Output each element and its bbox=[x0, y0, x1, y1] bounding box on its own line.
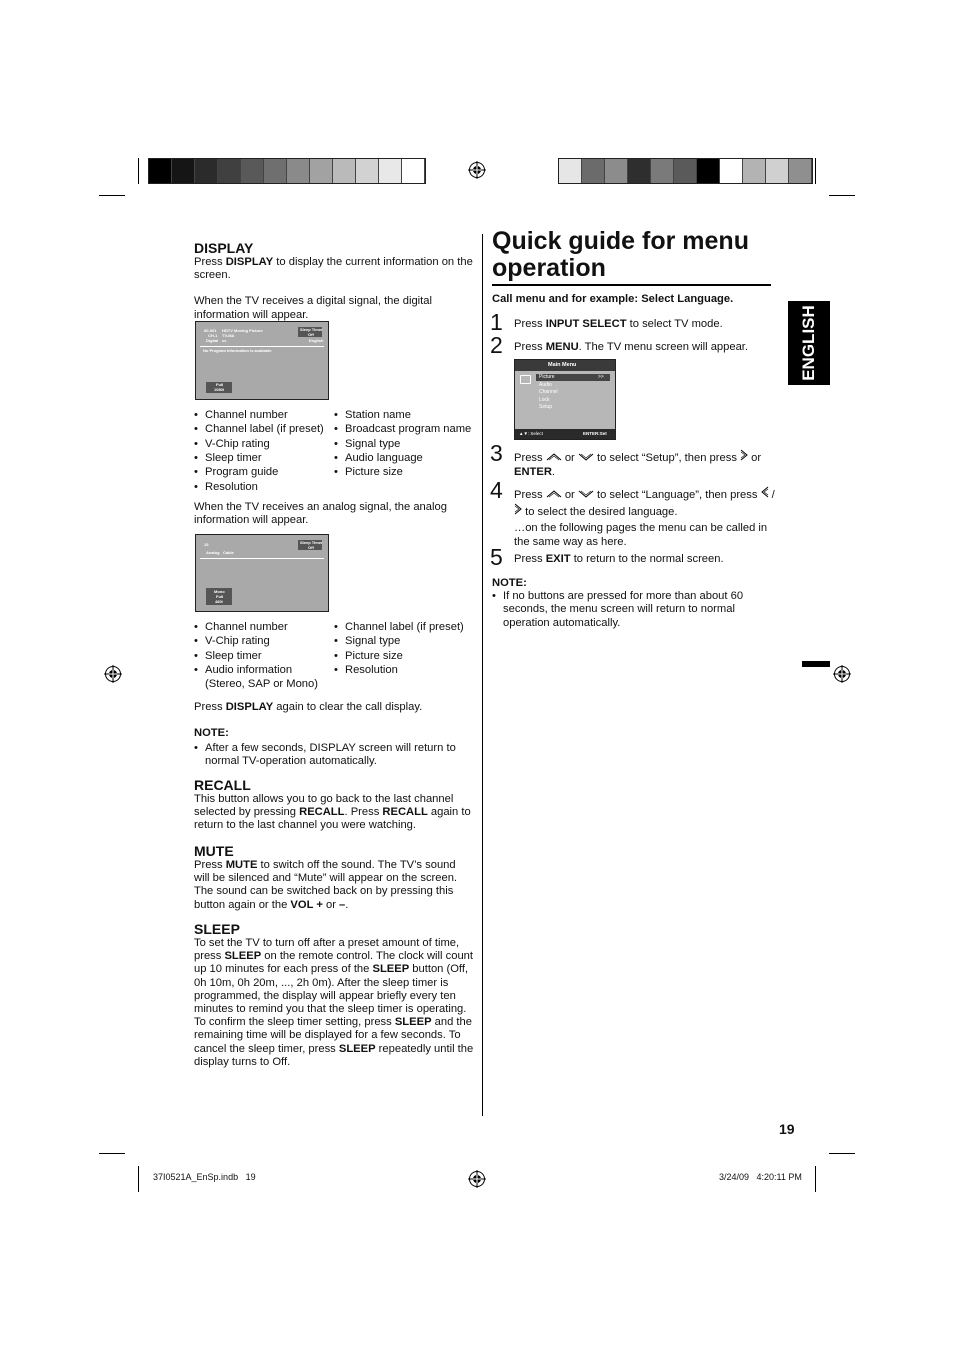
color-bar-right bbox=[558, 158, 813, 184]
list-item: • Signal type bbox=[345, 634, 400, 648]
analog-list-extra: (Stereo, SAP or Mono) bbox=[205, 678, 318, 690]
list-item: • Picture size bbox=[345, 465, 403, 479]
menu-item[interactable]: Setup bbox=[539, 404, 553, 410]
list-item: • Station name bbox=[345, 408, 411, 422]
color-patch bbox=[356, 159, 379, 183]
color-patch bbox=[605, 159, 628, 183]
crop-mark bbox=[99, 1153, 125, 1154]
display-analog-intro: When the TV receives an analog signal, the analog information will appear. bbox=[194, 501, 447, 527]
list-item: • Program guide bbox=[205, 465, 278, 479]
digital-ch: 60-001 bbox=[204, 328, 217, 333]
color-patch bbox=[149, 159, 172, 183]
list-item: • Channel number bbox=[205, 620, 288, 634]
up-arrow-icon bbox=[546, 452, 562, 466]
display-intro: Press DISPLAY to display the current information on the screen. bbox=[194, 256, 473, 282]
crop-mark bbox=[138, 158, 139, 184]
color-patch bbox=[287, 159, 310, 183]
digital-info-list bbox=[205, 408, 475, 498]
color-patch bbox=[651, 159, 674, 183]
color-patch bbox=[310, 159, 333, 183]
digital-res: 1080i bbox=[214, 387, 225, 392]
menu-footer-right: ENTER:Set bbox=[583, 431, 607, 436]
color-patch bbox=[628, 159, 651, 183]
color-patch bbox=[559, 159, 582, 183]
step-number: 2 bbox=[490, 332, 503, 358]
guide-note-item: • If no buttons are pressed for more than about 60 seconds, the menu screen will return to normal operation automatically. bbox=[492, 590, 744, 629]
analog-size: Full bbox=[216, 594, 224, 599]
title-underline bbox=[492, 284, 771, 286]
display-note-heading: NOTE: bbox=[194, 727, 229, 739]
menu-footer-left: ▲▼: Select bbox=[519, 431, 543, 436]
registration-mark-icon bbox=[833, 665, 851, 683]
digital-sleep-val: Off bbox=[308, 332, 314, 337]
list-item: • Sleep timer bbox=[205, 451, 262, 465]
color-patch bbox=[172, 159, 195, 183]
crop-mark bbox=[815, 158, 816, 184]
menu-item[interactable]: Audio bbox=[539, 381, 552, 388]
color-patch bbox=[379, 159, 402, 183]
language-tab-label: ENGLISH bbox=[799, 305, 818, 381]
color-patch bbox=[674, 159, 697, 183]
list-item: • Signal type bbox=[345, 437, 400, 451]
registration-mark-icon bbox=[104, 665, 122, 683]
step-text: Press or to select “Language”, then press / to select the desired language. …on the following pages the menu can be called in the same way as here. bbox=[514, 486, 776, 549]
color-patch bbox=[766, 159, 789, 183]
digital-station: TV-MA bbox=[222, 333, 235, 338]
menu-item[interactable]: Channel bbox=[539, 389, 558, 395]
color-patch bbox=[264, 159, 287, 183]
right-arrow-icon bbox=[740, 449, 748, 466]
page-number: 19 bbox=[779, 1121, 795, 1137]
down-arrow-icon bbox=[578, 452, 594, 466]
list-item: • Audio language bbox=[345, 451, 423, 465]
step-number: 3 bbox=[490, 440, 503, 466]
color-patch bbox=[218, 159, 241, 183]
step-number: 1 bbox=[490, 309, 503, 335]
left-arrow-icon bbox=[761, 486, 769, 503]
analog-sleep-val: Off bbox=[308, 545, 314, 550]
color-bar-left bbox=[148, 158, 426, 184]
digital-info-screen bbox=[195, 321, 329, 400]
down-arrow-icon bbox=[578, 489, 594, 503]
registration-mark-icon bbox=[468, 161, 486, 179]
color-patch bbox=[789, 159, 812, 183]
list-item: • Sleep timer bbox=[205, 649, 262, 663]
step-text: Press EXIT to return to the normal screen. bbox=[514, 553, 724, 565]
mute-heading: MUTE bbox=[194, 843, 234, 859]
recall-section bbox=[194, 777, 474, 833]
display-heading: DISPLAY bbox=[194, 240, 254, 256]
digital-prog: HDTV Moving Picture bbox=[222, 328, 263, 333]
digital-sig: Digital bbox=[206, 338, 219, 343]
digital-lang: English bbox=[309, 338, 324, 343]
color-patch bbox=[241, 159, 264, 183]
analog-info-screen bbox=[195, 534, 329, 612]
display-section bbox=[194, 240, 474, 322]
display-clear-text: Press DISPLAY again to clear the call display. bbox=[194, 701, 423, 713]
step-extra: …on the following pages the menu can be called in the same way as here. bbox=[514, 522, 768, 548]
color-patch bbox=[582, 159, 605, 183]
guide-note-heading: NOTE: bbox=[492, 577, 527, 589]
registration-mark-icon bbox=[468, 1170, 486, 1188]
footer-date: 3/24/09 4:20:11 PM bbox=[719, 1172, 802, 1182]
menu-picture-icon bbox=[520, 375, 531, 384]
step-text: Press or to select “Setup”, then press or ENTER. bbox=[514, 449, 776, 479]
color-patch bbox=[697, 159, 720, 183]
digital-size: Full bbox=[216, 382, 224, 387]
menu-title: Main Menu bbox=[548, 362, 577, 368]
page-title: Quick guide for menu operation bbox=[492, 227, 749, 282]
step-number: 5 bbox=[490, 544, 503, 570]
analog-sleep: Sleep Timer bbox=[300, 540, 323, 545]
color-patch bbox=[402, 159, 425, 183]
recall-text: This button allows you to go back to the last channel selected by pressing RECALL. Press RECALL again to return to the last channel you were watching. bbox=[194, 793, 471, 832]
digital-noinfo: No Program Information is available bbox=[203, 348, 272, 353]
display-note bbox=[194, 727, 474, 769]
side-marker bbox=[802, 661, 830, 667]
crop-mark bbox=[138, 1166, 139, 1192]
list-item: • Channel label (if preset) bbox=[345, 620, 464, 634]
digital-ch2: CH-1 bbox=[208, 333, 218, 338]
list-item: • Audio information bbox=[205, 663, 292, 677]
analog-audio: Mono bbox=[214, 589, 225, 594]
language-tab bbox=[788, 301, 830, 385]
digital-sleep: Sleep Timer bbox=[300, 327, 323, 332]
step-text: Press INPUT SELECT to select TV mode. bbox=[514, 318, 723, 330]
analog-ch: 15 bbox=[204, 542, 209, 547]
column-divider bbox=[482, 234, 483, 1116]
step-text: Press MENU. The TV menu screen will appear. bbox=[514, 341, 749, 353]
crop-mark bbox=[829, 195, 855, 196]
up-arrow-icon bbox=[546, 489, 562, 503]
step-number: 4 bbox=[490, 477, 503, 503]
list-item: • Resolution bbox=[205, 480, 258, 494]
recall-heading: RECALL bbox=[194, 777, 251, 793]
digital-rating: cc bbox=[222, 338, 227, 343]
menu-arrow: >> bbox=[598, 374, 604, 380]
guide-note bbox=[492, 577, 762, 630]
list-item: • Channel number bbox=[205, 408, 288, 422]
guide-subtitle: Call menu and for example: Select Language. bbox=[492, 293, 734, 305]
list-item: • Broadcast program name bbox=[345, 422, 471, 436]
display-note-item: • After a few seconds, DISPLAY screen will return to normal TV-operation automatically. bbox=[194, 742, 456, 768]
crop-mark bbox=[829, 1153, 855, 1154]
analog-info-list bbox=[205, 620, 475, 695]
list-item: • V-Chip rating bbox=[205, 634, 270, 648]
list-item: • Resolution bbox=[345, 663, 398, 677]
sleep-section bbox=[194, 921, 476, 1069]
color-patch bbox=[333, 159, 356, 183]
list-item: • Picture size bbox=[345, 649, 403, 663]
footer-file: 37I0521A_EnSp.indb 19 bbox=[153, 1172, 256, 1182]
crop-mark bbox=[99, 195, 125, 196]
analog-res: 480i bbox=[215, 599, 223, 604]
right-arrow-icon bbox=[514, 503, 522, 520]
list-item: • V-Chip rating bbox=[205, 437, 270, 451]
analog-sig: Analog bbox=[206, 550, 220, 555]
analog-label: Cable bbox=[223, 550, 234, 555]
mute-section bbox=[194, 843, 474, 912]
color-patch bbox=[743, 159, 766, 183]
menu-item[interactable]: Picture bbox=[539, 374, 555, 380]
sleep-text: To set the TV to turn off after a preset amount of time, press SLEEP on the remote control. The clock will count up 10 minutes for each press of the SLEEP button (Off, 0h 10m, 0h 20m, ..., 2h 0m). After the sleep timer is programmed, the display will appear briefly every ten minutes to remind you that the sleep timer is operating. To confirm the sleep timer setting, press SLEEP and the remaining time will be displayed for a few seconds. To cancel the sleep timer, press SLEEP repeatedly until the display turns to Off. bbox=[194, 937, 474, 1068]
mute-text: Press MUTE to switch off the sound. The TV’s sound will be silenced and “Mute” will appear on the screen. The sound can be switched back on by pressing this button again or the VOL + or –. bbox=[194, 859, 458, 911]
list-item: • Channel label (if preset) bbox=[205, 422, 324, 436]
sleep-heading: SLEEP bbox=[194, 921, 240, 937]
menu-item[interactable]: Lock bbox=[539, 396, 550, 403]
display-digital-intro: When the TV receives a digital signal, the digital information will appear. bbox=[194, 295, 432, 321]
color-patch bbox=[195, 159, 218, 183]
main-menu-screen bbox=[514, 359, 616, 440]
color-patch bbox=[720, 159, 743, 183]
crop-mark bbox=[815, 1166, 816, 1192]
